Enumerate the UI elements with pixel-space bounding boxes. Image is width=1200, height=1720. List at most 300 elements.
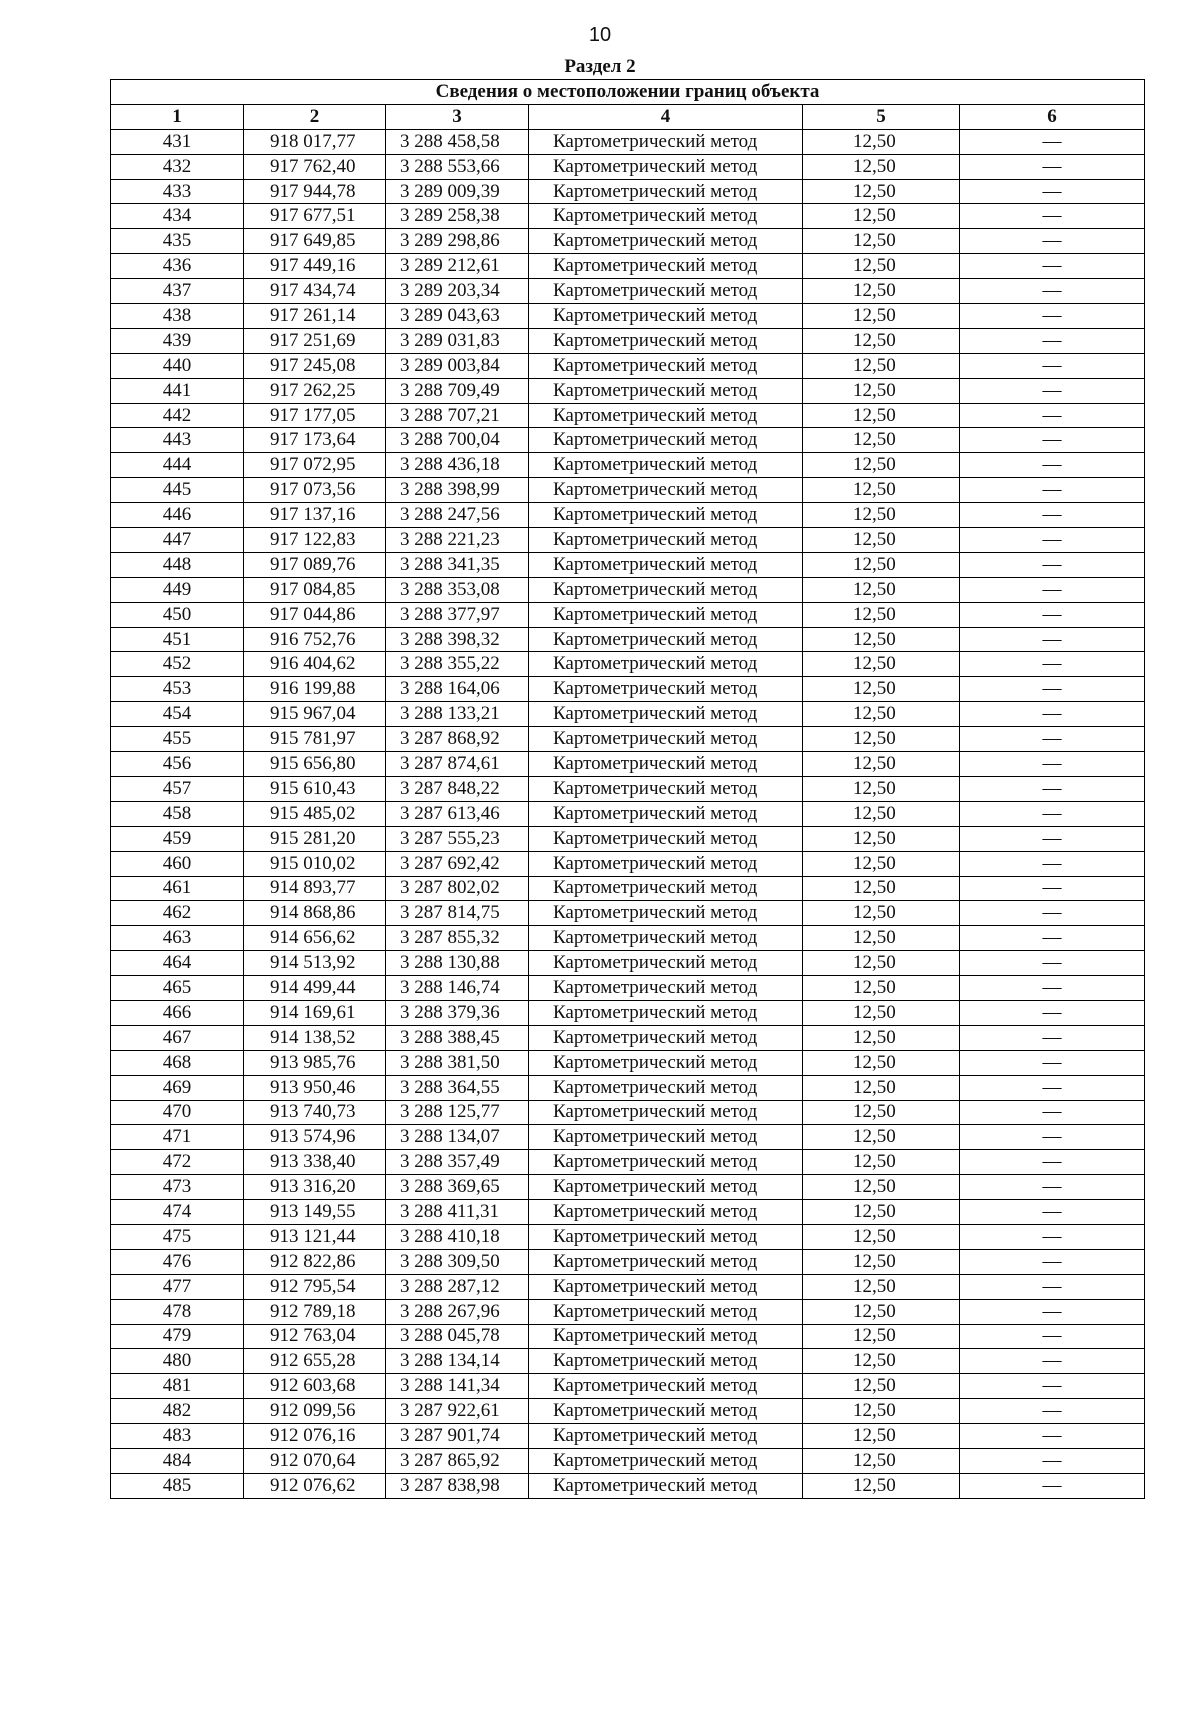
accuracy-cell: 12,50 xyxy=(803,652,960,677)
y-coordinate-cell: 3 288 436,18 xyxy=(386,453,529,478)
method-cell: Картометрический метод xyxy=(529,702,803,727)
description-cell: — xyxy=(960,1324,1145,1349)
x-coordinate-cell: 916 752,76 xyxy=(244,627,386,652)
description-cell: — xyxy=(960,353,1145,378)
accuracy-cell: 12,50 xyxy=(803,1125,960,1150)
method-cell: Картометрический метод xyxy=(529,826,803,851)
method-cell: Картометрический метод xyxy=(529,279,803,304)
y-coordinate-cell: 3 288 134,07 xyxy=(386,1125,529,1150)
accuracy-cell: 12,50 xyxy=(803,154,960,179)
description-cell: — xyxy=(960,602,1145,627)
x-coordinate-cell: 912 099,56 xyxy=(244,1399,386,1424)
accuracy-cell: 12,50 xyxy=(803,801,960,826)
y-coordinate-cell: 3 288 381,50 xyxy=(386,1050,529,1075)
section-title: Раздел 2 xyxy=(564,56,636,77)
method-cell: Картометрический метод xyxy=(529,353,803,378)
x-coordinate-cell: 912 822,86 xyxy=(244,1249,386,1274)
method-cell: Картометрический метод xyxy=(529,801,803,826)
description-cell: — xyxy=(960,851,1145,876)
x-coordinate-cell: 917 677,51 xyxy=(244,204,386,229)
accuracy-cell: 12,50 xyxy=(803,1025,960,1050)
method-cell: Картометрический метод xyxy=(529,503,803,528)
y-coordinate-cell: 3 287 922,61 xyxy=(386,1399,529,1424)
table-row xyxy=(111,752,1145,777)
description-cell: — xyxy=(960,428,1145,453)
point-number-cell: 468 xyxy=(111,1050,244,1075)
point-number-cell: 453 xyxy=(111,677,244,702)
table-row xyxy=(111,577,1145,602)
method-cell: Картометрический метод xyxy=(529,1473,803,1498)
accuracy-cell: 12,50 xyxy=(803,602,960,627)
point-number-cell: 455 xyxy=(111,727,244,752)
method-cell: Картометрический метод xyxy=(529,528,803,553)
x-coordinate-cell: 917 245,08 xyxy=(244,353,386,378)
x-coordinate-cell: 917 262,25 xyxy=(244,378,386,403)
x-coordinate-cell: 915 656,80 xyxy=(244,752,386,777)
description-cell: — xyxy=(960,204,1145,229)
description-cell: — xyxy=(960,1473,1145,1498)
description-cell: — xyxy=(960,876,1145,901)
x-coordinate-cell: 917 089,76 xyxy=(244,552,386,577)
x-coordinate-cell: 917 137,16 xyxy=(244,503,386,528)
accuracy-cell: 12,50 xyxy=(803,876,960,901)
description-cell: — xyxy=(960,453,1145,478)
y-coordinate-cell: 3 287 814,75 xyxy=(386,901,529,926)
y-coordinate-cell: 3 288 364,55 xyxy=(386,1075,529,1100)
y-coordinate-cell: 3 288 410,18 xyxy=(386,1224,529,1249)
x-coordinate-cell: 913 985,76 xyxy=(244,1050,386,1075)
description-cell: — xyxy=(960,129,1145,154)
point-number-cell: 441 xyxy=(111,378,244,403)
accuracy-cell: 12,50 xyxy=(803,129,960,154)
point-number-cell: 481 xyxy=(111,1374,244,1399)
method-cell: Картометрический метод xyxy=(529,677,803,702)
accuracy-cell: 12,50 xyxy=(803,254,960,279)
accuracy-cell: 12,50 xyxy=(803,826,960,851)
description-cell: — xyxy=(960,752,1145,777)
method-cell: Картометрический метод xyxy=(529,304,803,329)
table-row xyxy=(111,1399,1145,1424)
table-row xyxy=(111,851,1145,876)
point-number-cell: 470 xyxy=(111,1100,244,1125)
point-number-cell: 477 xyxy=(111,1274,244,1299)
y-coordinate-cell: 3 289 298,86 xyxy=(386,229,529,254)
accuracy-cell: 12,50 xyxy=(803,702,960,727)
accuracy-cell: 12,50 xyxy=(803,901,960,926)
method-cell: Картометрический метод xyxy=(529,179,803,204)
method-cell: Картометрический метод xyxy=(529,328,803,353)
x-coordinate-cell: 918 017,77 xyxy=(244,129,386,154)
table-row xyxy=(111,1100,1145,1125)
method-cell: Картометрический метод xyxy=(529,428,803,453)
table-row xyxy=(111,1125,1145,1150)
y-coordinate-cell: 3 288 221,23 xyxy=(386,528,529,553)
x-coordinate-cell: 912 763,04 xyxy=(244,1324,386,1349)
x-coordinate-cell: 912 603,68 xyxy=(244,1374,386,1399)
y-coordinate-cell: 3 288 357,49 xyxy=(386,1150,529,1175)
point-number-cell: 446 xyxy=(111,503,244,528)
accuracy-cell: 12,50 xyxy=(803,1050,960,1075)
table-row xyxy=(111,1025,1145,1050)
description-cell: — xyxy=(960,503,1145,528)
method-cell: Картометрический метод xyxy=(529,229,803,254)
y-coordinate-cell: 3 289 043,63 xyxy=(386,304,529,329)
table-row xyxy=(111,677,1145,702)
method-cell: Картометрический метод xyxy=(529,1150,803,1175)
point-number-cell: 462 xyxy=(111,901,244,926)
table-row xyxy=(111,1299,1145,1324)
x-coordinate-cell: 912 789,18 xyxy=(244,1299,386,1324)
x-coordinate-cell: 914 513,92 xyxy=(244,951,386,976)
method-cell: Картометрический метод xyxy=(529,602,803,627)
y-coordinate-cell: 3 289 031,83 xyxy=(386,328,529,353)
table-row xyxy=(111,801,1145,826)
y-coordinate-cell: 3 287 692,42 xyxy=(386,851,529,876)
table-row xyxy=(111,1324,1145,1349)
description-cell: — xyxy=(960,478,1145,503)
table-row xyxy=(111,1448,1145,1473)
accuracy-cell: 12,50 xyxy=(803,1175,960,1200)
x-coordinate-cell: 917 449,16 xyxy=(244,254,386,279)
y-coordinate-cell: 3 288 146,74 xyxy=(386,976,529,1001)
x-coordinate-cell: 916 199,88 xyxy=(244,677,386,702)
description-cell: — xyxy=(960,1424,1145,1449)
point-number-cell: 433 xyxy=(111,179,244,204)
accuracy-cell: 12,50 xyxy=(803,1448,960,1473)
point-number-cell: 431 xyxy=(111,129,244,154)
x-coordinate-cell: 914 138,52 xyxy=(244,1025,386,1050)
point-number-cell: 442 xyxy=(111,403,244,428)
y-coordinate-cell: 3 287 848,22 xyxy=(386,776,529,801)
x-coordinate-cell: 912 076,16 xyxy=(244,1424,386,1449)
description-cell: — xyxy=(960,627,1145,652)
accuracy-cell: 12,50 xyxy=(803,403,960,428)
column-header-5: 5 xyxy=(803,104,960,129)
point-number-cell: 480 xyxy=(111,1349,244,1374)
y-coordinate-cell: 3 288 133,21 xyxy=(386,702,529,727)
accuracy-cell: 12,50 xyxy=(803,677,960,702)
column-header-1: 1 xyxy=(111,104,244,129)
point-number-cell: 465 xyxy=(111,976,244,1001)
point-number-cell: 478 xyxy=(111,1299,244,1324)
method-cell: Картометрический метод xyxy=(529,1349,803,1374)
description-cell: — xyxy=(960,826,1145,851)
y-coordinate-cell: 3 287 613,46 xyxy=(386,801,529,826)
point-number-cell: 447 xyxy=(111,528,244,553)
y-coordinate-cell: 3 288 377,97 xyxy=(386,602,529,627)
description-cell: — xyxy=(960,1200,1145,1225)
accuracy-cell: 12,50 xyxy=(803,1075,960,1100)
accuracy-cell: 12,50 xyxy=(803,503,960,528)
point-number-cell: 460 xyxy=(111,851,244,876)
description-cell: — xyxy=(960,577,1145,602)
y-coordinate-cell: 3 288 398,32 xyxy=(386,627,529,652)
x-coordinate-cell: 917 072,95 xyxy=(244,453,386,478)
x-coordinate-cell: 915 610,43 xyxy=(244,776,386,801)
table-row xyxy=(111,1274,1145,1299)
y-coordinate-cell: 3 288 141,34 xyxy=(386,1374,529,1399)
column-header-4: 4 xyxy=(529,104,803,129)
x-coordinate-cell: 915 010,02 xyxy=(244,851,386,876)
column-header-2: 2 xyxy=(244,104,386,129)
description-cell: — xyxy=(960,951,1145,976)
table-row xyxy=(111,403,1145,428)
x-coordinate-cell: 917 762,40 xyxy=(244,154,386,179)
x-coordinate-cell: 912 076,62 xyxy=(244,1473,386,1498)
x-coordinate-cell: 917 084,85 xyxy=(244,577,386,602)
x-coordinate-cell: 917 944,78 xyxy=(244,179,386,204)
table-row xyxy=(111,453,1145,478)
point-number-cell: 452 xyxy=(111,652,244,677)
method-cell: Картометрический метод xyxy=(529,1224,803,1249)
y-coordinate-cell: 3 288 398,99 xyxy=(386,478,529,503)
accuracy-cell: 12,50 xyxy=(803,552,960,577)
description-cell: — xyxy=(960,1299,1145,1324)
table-row xyxy=(111,602,1145,627)
table-row xyxy=(111,179,1145,204)
table-row xyxy=(111,1249,1145,1274)
y-coordinate-cell: 3 287 855,32 xyxy=(386,926,529,951)
method-cell: Картометрический метод xyxy=(529,901,803,926)
point-number-cell: 459 xyxy=(111,826,244,851)
accuracy-cell: 12,50 xyxy=(803,577,960,602)
table-row xyxy=(111,1374,1145,1399)
y-coordinate-cell: 3 288 388,45 xyxy=(386,1025,529,1050)
description-cell: — xyxy=(960,552,1145,577)
table-title-row xyxy=(111,80,1145,105)
table-row xyxy=(111,1424,1145,1449)
accuracy-cell: 12,50 xyxy=(803,926,960,951)
x-coordinate-cell: 917 073,56 xyxy=(244,478,386,503)
accuracy-cell: 12,50 xyxy=(803,1299,960,1324)
accuracy-cell: 12,50 xyxy=(803,229,960,254)
table-row xyxy=(111,1075,1145,1100)
y-coordinate-cell: 3 288 164,06 xyxy=(386,677,529,702)
x-coordinate-cell: 912 795,54 xyxy=(244,1274,386,1299)
description-cell: — xyxy=(960,1025,1145,1050)
table-row xyxy=(111,229,1145,254)
x-coordinate-cell: 917 649,85 xyxy=(244,229,386,254)
table-row xyxy=(111,279,1145,304)
description-cell: — xyxy=(960,254,1145,279)
accuracy-cell: 12,50 xyxy=(803,627,960,652)
point-number-cell: 483 xyxy=(111,1424,244,1449)
point-number-cell: 469 xyxy=(111,1075,244,1100)
accuracy-cell: 12,50 xyxy=(803,453,960,478)
description-cell: — xyxy=(960,1125,1145,1150)
accuracy-cell: 12,50 xyxy=(803,1274,960,1299)
accuracy-cell: 12,50 xyxy=(803,279,960,304)
method-cell: Картометрический метод xyxy=(529,1374,803,1399)
x-coordinate-cell: 917 251,69 xyxy=(244,328,386,353)
point-number-cell: 439 xyxy=(111,328,244,353)
method-cell: Картометрический метод xyxy=(529,752,803,777)
table-row xyxy=(111,528,1145,553)
table-row xyxy=(111,951,1145,976)
y-coordinate-cell: 3 287 868,92 xyxy=(386,727,529,752)
y-coordinate-cell: 3 288 125,77 xyxy=(386,1100,529,1125)
description-cell: — xyxy=(960,652,1145,677)
table-row xyxy=(111,702,1145,727)
method-cell: Картометрический метод xyxy=(529,154,803,179)
description-cell: — xyxy=(960,702,1145,727)
point-number-cell: 482 xyxy=(111,1399,244,1424)
method-cell: Картометрический метод xyxy=(529,1324,803,1349)
point-number-cell: 461 xyxy=(111,876,244,901)
y-coordinate-cell: 3 287 838,98 xyxy=(386,1473,529,1498)
accuracy-cell: 12,50 xyxy=(803,478,960,503)
x-coordinate-cell: 915 967,04 xyxy=(244,702,386,727)
y-coordinate-cell: 3 288 353,08 xyxy=(386,577,529,602)
description-cell: — xyxy=(960,279,1145,304)
y-coordinate-cell: 3 288 379,36 xyxy=(386,1000,529,1025)
method-cell: Картометрический метод xyxy=(529,926,803,951)
method-cell: Картометрический метод xyxy=(529,1200,803,1225)
y-coordinate-cell: 3 288 341,35 xyxy=(386,552,529,577)
point-number-cell: 434 xyxy=(111,204,244,229)
method-cell: Картометрический метод xyxy=(529,204,803,229)
x-coordinate-cell: 917 173,64 xyxy=(244,428,386,453)
description-cell: — xyxy=(960,1000,1145,1025)
method-cell: Картометрический метод xyxy=(529,652,803,677)
method-cell: Картометрический метод xyxy=(529,1075,803,1100)
point-number-cell: 485 xyxy=(111,1473,244,1498)
description-cell: — xyxy=(960,901,1145,926)
description-cell: — xyxy=(960,1399,1145,1424)
method-cell: Картометрический метод xyxy=(529,453,803,478)
table-row xyxy=(111,503,1145,528)
y-coordinate-cell: 3 289 212,61 xyxy=(386,254,529,279)
y-coordinate-cell: 3 288 355,22 xyxy=(386,652,529,677)
point-number-cell: 457 xyxy=(111,776,244,801)
table-row xyxy=(111,304,1145,329)
point-number-cell: 436 xyxy=(111,254,244,279)
description-cell: — xyxy=(960,926,1145,951)
point-number-cell: 466 xyxy=(111,1000,244,1025)
table-row xyxy=(111,478,1145,503)
point-number-cell: 476 xyxy=(111,1249,244,1274)
y-coordinate-cell: 3 288 553,66 xyxy=(386,154,529,179)
description-cell: — xyxy=(960,328,1145,353)
method-cell: Картометрический метод xyxy=(529,378,803,403)
method-cell: Картометрический метод xyxy=(529,1274,803,1299)
column-header-6: 6 xyxy=(960,104,1145,129)
x-coordinate-cell: 913 121,44 xyxy=(244,1224,386,1249)
method-cell: Картометрический метод xyxy=(529,1025,803,1050)
point-number-cell: 435 xyxy=(111,229,244,254)
accuracy-cell: 12,50 xyxy=(803,1000,960,1025)
method-cell: Картометрический метод xyxy=(529,1448,803,1473)
x-coordinate-cell: 914 169,61 xyxy=(244,1000,386,1025)
table-row xyxy=(111,378,1145,403)
table-row xyxy=(111,1150,1145,1175)
accuracy-cell: 12,50 xyxy=(803,976,960,1001)
y-coordinate-cell: 3 289 003,84 xyxy=(386,353,529,378)
table-row xyxy=(111,204,1145,229)
x-coordinate-cell: 914 656,62 xyxy=(244,926,386,951)
point-number-cell: 440 xyxy=(111,353,244,378)
method-cell: Картометрический метод xyxy=(529,254,803,279)
accuracy-cell: 12,50 xyxy=(803,1100,960,1125)
boundary-coordinates-table xyxy=(110,79,1145,1499)
point-number-cell: 473 xyxy=(111,1175,244,1200)
table-row xyxy=(111,1224,1145,1249)
y-coordinate-cell: 3 287 901,74 xyxy=(386,1424,529,1449)
table-row xyxy=(111,1200,1145,1225)
description-cell: — xyxy=(960,528,1145,553)
y-coordinate-cell: 3 288 130,88 xyxy=(386,951,529,976)
accuracy-cell: 12,50 xyxy=(803,1399,960,1424)
x-coordinate-cell: 914 499,44 xyxy=(244,976,386,1001)
table-row xyxy=(111,1000,1145,1025)
x-coordinate-cell: 913 316,20 xyxy=(244,1175,386,1200)
y-coordinate-cell: 3 288 411,31 xyxy=(386,1200,529,1225)
x-coordinate-cell: 915 781,97 xyxy=(244,727,386,752)
table-row xyxy=(111,652,1145,677)
accuracy-cell: 12,50 xyxy=(803,851,960,876)
point-number-cell: 458 xyxy=(111,801,244,826)
method-cell: Картометрический метод xyxy=(529,776,803,801)
accuracy-cell: 12,50 xyxy=(803,353,960,378)
accuracy-cell: 12,50 xyxy=(803,1349,960,1374)
point-number-cell: 445 xyxy=(111,478,244,503)
accuracy-cell: 12,50 xyxy=(803,304,960,329)
table-row xyxy=(111,876,1145,901)
point-number-cell: 484 xyxy=(111,1448,244,1473)
table-row xyxy=(111,1349,1145,1374)
description-cell: — xyxy=(960,801,1145,826)
y-coordinate-cell: 3 288 267,96 xyxy=(386,1299,529,1324)
point-number-cell: 479 xyxy=(111,1324,244,1349)
method-cell: Картометрический метод xyxy=(529,976,803,1001)
table-row xyxy=(111,727,1145,752)
method-cell: Картометрический метод xyxy=(529,1100,803,1125)
y-coordinate-cell: 3 288 709,49 xyxy=(386,378,529,403)
x-coordinate-cell: 915 281,20 xyxy=(244,826,386,851)
column-header-3: 3 xyxy=(386,104,529,129)
method-cell: Картометрический метод xyxy=(529,403,803,428)
x-coordinate-cell: 913 338,40 xyxy=(244,1150,386,1175)
x-coordinate-cell: 913 740,73 xyxy=(244,1100,386,1125)
point-number-cell: 444 xyxy=(111,453,244,478)
x-coordinate-cell: 914 868,86 xyxy=(244,901,386,926)
description-cell: — xyxy=(960,1274,1145,1299)
description-cell: — xyxy=(960,1448,1145,1473)
table-title: Сведения о местоположении границ объекта xyxy=(111,80,1145,105)
page-number: 10 xyxy=(588,24,612,46)
method-cell: Картометрический метод xyxy=(529,1000,803,1025)
x-coordinate-cell: 912 655,28 xyxy=(244,1349,386,1374)
accuracy-cell: 12,50 xyxy=(803,752,960,777)
column-header-row xyxy=(111,104,1145,129)
point-number-cell: 472 xyxy=(111,1150,244,1175)
point-number-cell: 456 xyxy=(111,752,244,777)
y-coordinate-cell: 3 287 874,61 xyxy=(386,752,529,777)
description-cell: — xyxy=(960,304,1145,329)
table-row xyxy=(111,254,1145,279)
accuracy-cell: 12,50 xyxy=(803,378,960,403)
accuracy-cell: 12,50 xyxy=(803,1473,960,1498)
point-number-cell: 443 xyxy=(111,428,244,453)
y-coordinate-cell: 3 287 802,02 xyxy=(386,876,529,901)
point-number-cell: 438 xyxy=(111,304,244,329)
accuracy-cell: 12,50 xyxy=(803,1324,960,1349)
accuracy-cell: 12,50 xyxy=(803,179,960,204)
description-cell: — xyxy=(960,1249,1145,1274)
point-number-cell: 449 xyxy=(111,577,244,602)
x-coordinate-cell: 914 893,77 xyxy=(244,876,386,901)
y-coordinate-cell: 3 288 287,12 xyxy=(386,1274,529,1299)
